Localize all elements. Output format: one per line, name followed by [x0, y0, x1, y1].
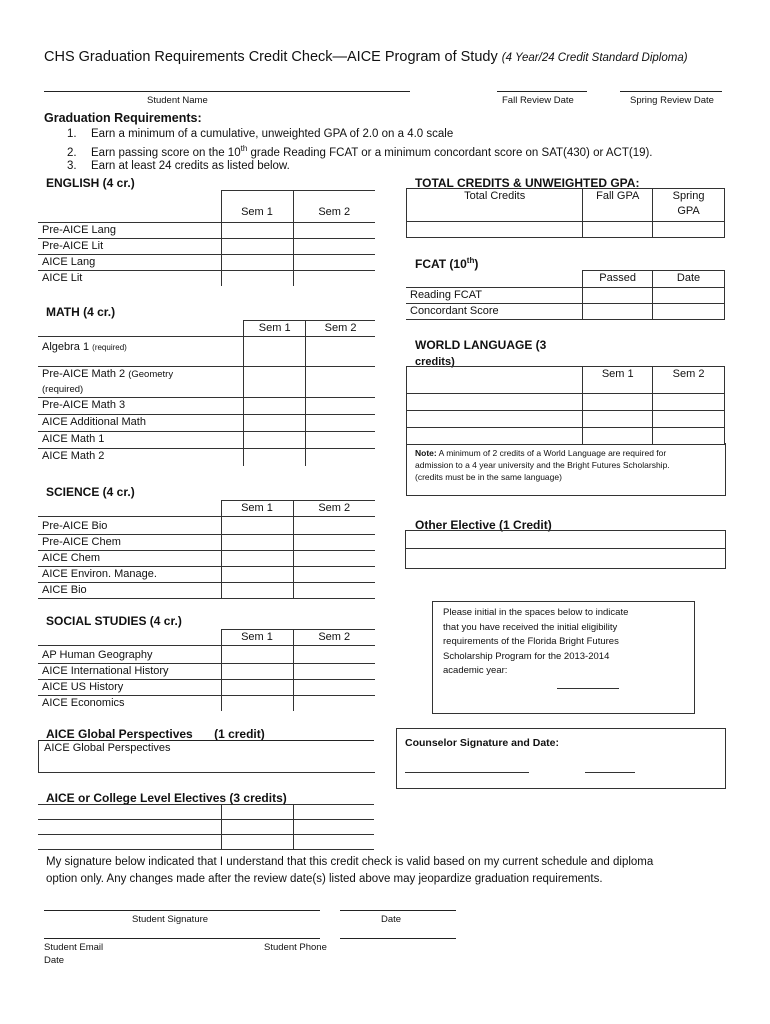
fall-review-line[interactable] [497, 91, 587, 92]
sem2-cell[interactable] [306, 415, 375, 432]
sem2-cell[interactable] [653, 394, 725, 411]
course-row: AICE International History [38, 664, 221, 680]
social-heading: SOCIAL STUDIES (4 cr.) [46, 614, 182, 628]
sem1-cell[interactable] [221, 517, 293, 535]
note-text: admission to a 4 year university and the Bright Futures Scholarship. [415, 460, 670, 470]
sem2-cell[interactable] [293, 680, 375, 696]
sem1-cell[interactable] [221, 583, 293, 599]
sem1-cell[interactable] [221, 646, 293, 664]
bright-futures-text [433, 602, 694, 679]
contact-date-line[interactable] [340, 938, 456, 939]
elective-cell[interactable] [38, 805, 221, 820]
sem2-cell[interactable] [293, 517, 375, 535]
course-row: Pre-AICE Math 3 [38, 398, 244, 415]
sem2-header: Sem 2 [293, 630, 375, 646]
sem1-cell[interactable] [583, 428, 653, 445]
course-row: AICE Environ. Manage. [38, 567, 221, 583]
student-email-label: Student Email [44, 942, 104, 953]
sem1-cell[interactable] [244, 398, 306, 415]
bright-line: academic year: [443, 665, 508, 676]
fall-gpa-header: Fall GPA [583, 189, 653, 222]
spring-review-line[interactable] [620, 91, 722, 92]
social-blank [38, 630, 221, 646]
course-row: Pre-AICE Lit [38, 239, 221, 255]
course-row: AICE US History [38, 680, 221, 696]
sem1-cell[interactable] [221, 271, 293, 287]
fcat-row: Concordant Score [406, 304, 583, 320]
title-subtitle: (4 Year/24 Credit Standard Diploma) [501, 52, 688, 64]
course-row: AICE Chem [38, 551, 221, 567]
note-label: Note: [415, 448, 437, 458]
course-note: (required) [92, 343, 127, 352]
sem1-cell[interactable] [221, 255, 293, 271]
sem1-cell[interactable] [583, 394, 653, 411]
sem2-cell[interactable] [293, 696, 375, 712]
student-signature-label: Student Signature [132, 914, 209, 925]
sem1-cell[interactable] [244, 337, 306, 367]
student-name-line[interactable] [44, 91, 410, 92]
passed-cell[interactable] [583, 304, 653, 320]
course-row: AICE Additional Math [38, 415, 244, 432]
elective-cell[interactable] [221, 805, 293, 820]
fcat-sup: th [466, 256, 475, 265]
fall-gpa-cell[interactable] [583, 222, 653, 238]
sem1-cell[interactable] [244, 449, 306, 466]
global-row[interactable] [38, 740, 375, 773]
total-credits-cell[interactable] [407, 222, 583, 238]
elective-cell[interactable] [221, 835, 293, 850]
sem1-header: Sem 1 [221, 191, 293, 223]
sem1-cell[interactable] [221, 239, 293, 255]
course-row: Pre-AICE Lang [38, 223, 221, 239]
requirement-1 [67, 128, 453, 140]
passed-cell[interactable] [583, 288, 653, 304]
math-blank [38, 321, 244, 337]
sem1-cell[interactable] [244, 432, 306, 449]
global-credit: (1 credit) [214, 727, 265, 741]
course-row: AICE Bio [38, 583, 221, 599]
requirement-text: Earn passing score on the 10 [91, 146, 241, 159]
counselor-box [396, 728, 726, 789]
signature-date-label: Date [381, 914, 402, 925]
math-table [38, 320, 375, 466]
sem2-cell[interactable] [293, 535, 375, 551]
sem1-header: Sem 1 [583, 367, 653, 394]
course-row: AP Human Geography [38, 646, 221, 664]
science-heading: SCIENCE (4 cr.) [46, 485, 135, 499]
sem1-cell[interactable] [221, 696, 293, 712]
course-row: AICE Math 2 [38, 449, 244, 466]
science-blank [38, 501, 221, 517]
initial-line[interactable] [557, 688, 619, 689]
page-title [44, 49, 688, 65]
passed-header: Passed [583, 271, 653, 288]
sem2-cell[interactable] [293, 664, 375, 680]
bright-line: that you have received the initial eligibility [443, 621, 618, 633]
social-table [38, 629, 375, 711]
world-note-box [406, 443, 726, 496]
english-blank [38, 191, 221, 223]
gpa-heading: TOTAL CREDITS & UNWEIGHTED GPA: [415, 176, 640, 190]
course-name: Pre-AICE Math 2 [42, 368, 126, 380]
fcat-title: ) [474, 257, 479, 271]
date-cell[interactable] [653, 288, 725, 304]
bright-line: Scholarship Program for the 2013-2014 [443, 650, 610, 662]
graduation-heading: Graduation Requirements: [44, 111, 202, 125]
requirement-number: 3. [67, 160, 77, 172]
title-main: CHS Graduation Requirements Credit Check—AICE Program of Study [44, 49, 498, 65]
sem2-cell[interactable] [306, 432, 375, 449]
world-course-cell[interactable] [407, 411, 583, 428]
sem2-cell[interactable] [293, 646, 375, 664]
requirement-text: grade Reading FCAT or a minimum concordant score on SAT(430) or ACT(19). [247, 146, 653, 159]
requirement-text: Earn a minimum of a cumulative, unweighted GPA of 2.0 on a 4.0 scale [91, 128, 454, 140]
student-contact-line[interactable] [44, 938, 320, 939]
sem2-cell[interactable] [653, 411, 725, 428]
world-course-cell[interactable] [407, 394, 583, 411]
sem2-header: Sem 2 [293, 191, 375, 223]
sem2-header: Sem 2 [306, 321, 375, 337]
sem2-cell[interactable] [293, 567, 375, 583]
fcat-row: Reading FCAT [406, 288, 583, 304]
global-heading [46, 727, 265, 741]
sem1-cell[interactable] [221, 535, 293, 551]
sem1-cell[interactable] [583, 411, 653, 428]
other-elective-box[interactable] [405, 530, 726, 569]
sem1-header: Sem 1 [221, 501, 293, 517]
world-course-cell[interactable] [407, 367, 583, 394]
sem2-cell[interactable] [293, 271, 375, 287]
fcat-blank [406, 271, 583, 288]
fall-review-label: Fall Review Date [502, 95, 574, 106]
global-title: AICE Global Perspectives [46, 727, 193, 741]
sem1-cell[interactable] [221, 664, 293, 680]
counselor-signature-line[interactable] [405, 772, 529, 773]
agreement-line: My signature below indicated that I understand that this credit check is valid based on my current schedule and diploma [46, 856, 654, 868]
sem2-cell[interactable] [293, 223, 375, 239]
sem2-cell[interactable] [293, 255, 375, 271]
spring-gpa-label: GPA [677, 205, 700, 217]
world-course-cell[interactable] [407, 428, 583, 445]
agreement-text [46, 854, 746, 888]
course-row: Pre-AICE Bio [38, 517, 221, 535]
fcat-title: FCAT (10 [415, 257, 467, 271]
sem1-header: Sem 1 [244, 321, 306, 337]
course-row: AICE Math 1 [38, 432, 244, 449]
world-note [407, 443, 725, 483]
course-row: AICE Lang [38, 255, 221, 271]
global-course: AICE Global Perspectives [44, 742, 171, 754]
english-table [38, 190, 375, 286]
elective-cell[interactable] [38, 820, 221, 835]
world-table [406, 366, 725, 445]
requirement-number: 2. [67, 146, 77, 159]
sem2-cell[interactable] [306, 367, 375, 398]
sem2-cell[interactable] [653, 428, 725, 445]
date-header: Date [653, 271, 725, 288]
electives-heading: AICE or College Level Electives (3 credits) [46, 791, 287, 805]
date-cell[interactable] [653, 304, 725, 320]
sem2-header: Sem 2 [653, 367, 725, 394]
bright-line: Please initial in the spaces below to indicate [443, 607, 629, 618]
sem2-header: Sem 2 [293, 501, 375, 517]
sem2-cell[interactable] [306, 449, 375, 466]
course-note: (Geometry [128, 369, 174, 380]
sem1-cell[interactable] [244, 367, 306, 398]
spring-gpa-header [653, 189, 725, 222]
agreement-line: option only. Any changes made after the review date(s) listed above may jeopardize graduation requirements. [46, 873, 603, 885]
spring-review-label: Spring Review Date [630, 95, 714, 106]
student-signature-line[interactable] [44, 910, 320, 911]
world-title: WORLD LANGUAGE (3 [415, 338, 547, 352]
course-row [38, 367, 244, 398]
sem2-cell[interactable] [306, 398, 375, 415]
counselor-date-line[interactable] [585, 772, 635, 773]
english-heading: ENGLISH (4 cr.) [46, 176, 135, 190]
sem1-cell[interactable] [221, 680, 293, 696]
contact-date-label: Date [44, 955, 65, 966]
elective-cell[interactable] [293, 835, 374, 850]
sem1-cell[interactable] [221, 551, 293, 567]
electives-table [38, 804, 374, 850]
math-heading: MATH (4 cr.) [46, 305, 116, 319]
fcat-heading [415, 256, 478, 271]
note-text: (credits must be in the same language) [415, 472, 562, 482]
sem1-cell[interactable] [244, 415, 306, 432]
other-elective-heading: Other Elective (1 Credit) [415, 518, 552, 532]
gpa-table [406, 188, 725, 238]
bright-line: requirements of the Florida Bright Futures [443, 636, 619, 647]
course-row: Pre-AICE Chem [38, 535, 221, 551]
elective-cell[interactable] [293, 820, 374, 835]
sem1-cell[interactable] [221, 567, 293, 583]
sem2-cell[interactable] [293, 551, 375, 567]
bright-futures-box [432, 601, 695, 714]
requirement-sup: th [240, 144, 248, 153]
other-elective-divider [406, 548, 725, 549]
world-title: credits) [415, 356, 455, 368]
total-credits-header: Total Credits [407, 189, 583, 222]
signature-date-line[interactable] [340, 910, 456, 911]
requirement-text: Earn at least 24 credits as listed below. [91, 160, 290, 172]
elective-cell[interactable] [293, 805, 374, 820]
course-name: Algebra 1 [42, 341, 90, 353]
sem2-cell[interactable] [293, 583, 375, 599]
fcat-table [406, 270, 725, 320]
sem2-cell[interactable] [293, 239, 375, 255]
course-row: AICE Economics [38, 696, 221, 712]
course-row [38, 337, 244, 367]
elective-cell[interactable] [221, 820, 293, 835]
sem1-header: Sem 1 [221, 630, 293, 646]
sem2-cell[interactable] [306, 337, 375, 367]
note-text: A minimum of 2 credits of a World Language are required for [436, 448, 667, 458]
science-table [38, 500, 375, 599]
course-note: (required) [42, 384, 84, 395]
counselor-label: Counselor Signature and Date: [405, 737, 560, 749]
course-row: AICE Lit [38, 271, 221, 287]
elective-cell[interactable] [38, 835, 221, 850]
student-phone-label: Student Phone [264, 942, 327, 953]
requirement-number: 1. [67, 128, 77, 140]
student-name-label: Student Name [147, 95, 208, 106]
requirement-2 [67, 144, 653, 159]
spring-gpa-label: Spring [672, 190, 705, 202]
spring-gpa-cell[interactable] [653, 222, 725, 238]
requirement-3 [67, 160, 290, 172]
sem1-cell[interactable] [221, 223, 293, 239]
